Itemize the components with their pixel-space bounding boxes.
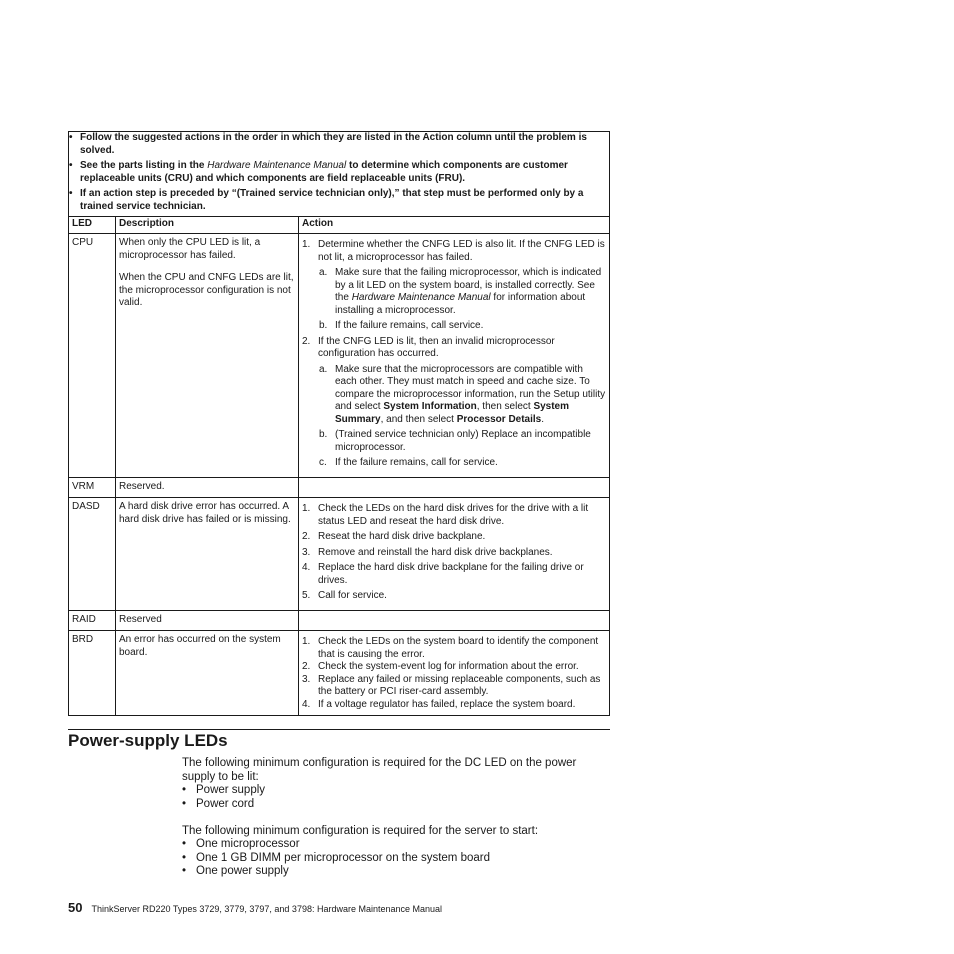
list-item	[182, 838, 490, 852]
action-substep	[302, 267, 607, 317]
step-number: 2.	[302, 335, 311, 347]
step-text: Reseat the hard disk drive backplane.	[318, 531, 486, 542]
action-cell	[299, 631, 610, 716]
list-item	[182, 798, 265, 812]
bullet-icon: •	[69, 132, 73, 143]
action-substep	[302, 429, 607, 454]
table-row	[69, 631, 610, 716]
step-number: c.	[319, 457, 327, 468]
step-number: 2.	[302, 661, 311, 672]
description-text: When the CPU and CNFG LEDs are lit, the microprocessor configuration is not valid.	[119, 272, 294, 308]
action-step	[302, 661, 607, 674]
action-step	[302, 336, 607, 361]
description-text: An error has occurred on the system board.	[119, 634, 281, 658]
step-number: 5.	[302, 590, 311, 601]
list-item-text: One 1 GB DIMM per microprocessor on the system board	[196, 851, 490, 864]
note-text: See the parts listing in the	[80, 160, 208, 171]
note-item	[69, 188, 609, 213]
bullet-icon: •	[182, 784, 187, 796]
description-cell	[116, 477, 299, 498]
step-text: Make sure that the microprocessors are compatible with each other. They must match in speed and cache size. To compare the microprocessor information, run the Setup utility and select	[335, 363, 606, 412]
list-item-text: Power supply	[196, 784, 266, 796]
led-cell: BRD	[69, 631, 116, 716]
step-text: Processor Details	[456, 413, 542, 425]
section-title: Power-supply LEDs	[68, 731, 228, 750]
list-item	[182, 784, 265, 798]
step-text: Check the LEDs on the hard disk drives for the drive with a lit status LED and reseat the hard disk drive.	[318, 503, 589, 527]
note-item	[69, 160, 609, 185]
description-text: A hard disk drive error has occurred. A hard disk drive has failed or is missing.	[119, 501, 291, 525]
action-step	[302, 674, 607, 699]
header-description: Description	[116, 217, 299, 234]
step-text: System Summary	[335, 401, 570, 425]
step-text: Remove and reinstall the hard disk drive backplanes.	[318, 546, 553, 558]
description-cell	[116, 631, 299, 716]
step-text: System Information	[383, 401, 477, 412]
step-number: b.	[319, 429, 328, 440]
list-item	[182, 852, 490, 866]
action-step	[302, 699, 607, 712]
step-text: for information about installing a microprocessor.	[335, 292, 586, 316]
header-row	[69, 217, 610, 234]
notes-row	[69, 132, 610, 217]
led-error-table	[68, 131, 610, 716]
table-row	[69, 498, 610, 611]
step-text: If a voltage regulator has failed, replace the system board.	[318, 698, 576, 710]
section-paragraph-2: The following minimum configuration is required for the server to start:	[182, 825, 539, 837]
action-step	[302, 239, 607, 264]
step-text: Determine whether the CNFG LED is also lit. If the CNFG LED is not lit, a microprocessor has failed.	[318, 239, 605, 263]
step-number: 1.	[302, 239, 311, 250]
action-step	[302, 636, 607, 661]
led-cell: VRM	[69, 477, 116, 498]
step-text: Hardware Maintenance Manual	[351, 292, 491, 303]
bullet-icon: •	[182, 865, 187, 877]
step-number: 2.	[302, 531, 311, 542]
step-text: Check the LEDs on the system board to identify the component that is causing the error.	[318, 636, 599, 660]
action-substep	[302, 457, 607, 470]
note-text: If an action step is preceded by “(Trained service technician only),” that step must be performed only by a trained service technician.	[80, 188, 584, 212]
note-text: to determine which components are customer replaceable units (CRU) and which components are field replaceable units (FRU).	[80, 160, 568, 184]
note-italic-text: Hardware Maintenance Manual	[207, 160, 347, 171]
step-number: 4.	[302, 562, 311, 573]
step-number: 3.	[302, 546, 311, 558]
action-step	[302, 562, 607, 587]
list-item	[182, 865, 490, 879]
step-text: Call for service.	[318, 590, 387, 601]
note-item	[69, 132, 609, 157]
action-substep	[302, 320, 607, 333]
table-row	[69, 477, 610, 498]
list-item-text: One microprocessor	[196, 838, 300, 850]
footer-text: ThinkServer RD220 Types 3729, 3779, 3797, and 3798: Hardware Maintenance Manual	[91, 904, 443, 914]
step-text: (Trained service technician only) Replace an incompatible microprocessor.	[335, 429, 591, 453]
description-text: When only the CPU LED is lit, a microprocessor has failed.	[119, 237, 261, 261]
bullet-icon: •	[182, 851, 187, 864]
bullet-list-2	[182, 838, 490, 879]
action-substep	[302, 364, 607, 427]
description-cell	[116, 610, 299, 631]
step-text: If the failure remains, call service.	[335, 320, 484, 331]
step-text: .	[541, 413, 545, 425]
description-cell	[116, 498, 299, 611]
led-cell: CPU	[69, 234, 116, 478]
header-action: Action	[299, 217, 610, 234]
table-row	[69, 234, 610, 478]
table-row	[69, 610, 610, 631]
list-item-text: One power supply	[196, 865, 289, 877]
header-led: LED	[69, 217, 116, 234]
action-step	[302, 590, 607, 603]
list-item-text: Power cord	[196, 797, 255, 810]
step-text: If the CNFG LED is lit, then an invalid microprocessor configuration has occurred.	[318, 335, 555, 359]
step-number: 3.	[302, 673, 311, 685]
notes-cell	[69, 132, 610, 217]
bullet-icon: •	[69, 160, 73, 171]
step-number: 1.	[302, 503, 311, 514]
description-text: Reserved.	[119, 480, 165, 492]
action-step	[302, 531, 607, 544]
bullet-icon: •	[182, 797, 187, 810]
step-text: Make sure that the failing microprocessor, which is indicated by a lit LED on the system board, is installed correctly. See the	[335, 267, 602, 303]
step-text: Replace the hard disk drive backplane for the failing drive or drives.	[318, 562, 584, 586]
bullet-icon: •	[69, 188, 73, 199]
step-text: If the failure remains, call for service.	[335, 457, 498, 468]
section-paragraph-1: The following minimum configuration is required for the DC LED on the power supply to be lit:	[182, 757, 577, 783]
led-cell: RAID	[69, 610, 116, 631]
action-cell	[299, 477, 610, 498]
action-step	[302, 503, 607, 528]
action-cell	[299, 498, 610, 611]
step-text: Replace any failed or missing replaceable components, such as the battery or PCI riser-card assembly.	[318, 673, 601, 697]
page-footer	[68, 900, 442, 917]
bullet-icon: •	[182, 838, 187, 850]
step-text: , then select	[476, 401, 534, 412]
step-number: b.	[319, 320, 328, 331]
step-text: Check the system-event log for information about the error.	[318, 661, 579, 672]
step-number: a.	[319, 267, 328, 278]
step-number: 4.	[302, 698, 311, 710]
description-cell	[116, 234, 299, 478]
action-cell	[299, 610, 610, 631]
action-cell	[299, 234, 610, 478]
note-text: Follow the suggested actions in the order in which they are listed in the Action column until the problem is solved.	[80, 132, 587, 156]
led-cell: DASD	[69, 498, 116, 611]
step-number: 1.	[302, 636, 311, 647]
step-number: a.	[319, 363, 328, 375]
bullet-list-1	[182, 784, 265, 811]
step-text: , and then select	[380, 413, 457, 425]
action-step	[302, 547, 607, 560]
page-number: 50	[68, 900, 83, 915]
description-text: Reserved	[119, 613, 162, 625]
